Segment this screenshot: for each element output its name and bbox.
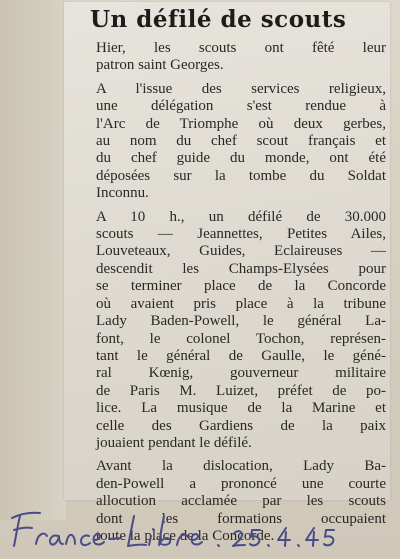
article-line: au nom du chef scout français et (96, 133, 386, 150)
article-line: tant le général de Gaulle, le géné- (96, 347, 386, 364)
article-line: déposées sur la tombe du Soldat (96, 167, 386, 184)
article-line: Louveteaux, Guides, Eclaireuses — (96, 243, 386, 260)
handwriting-signature (6, 508, 396, 556)
article-line: descendit les Champs-Elysées pour (96, 260, 386, 277)
article-paragraph (82, 209, 386, 453)
article-line: lice. La musique de la Marine et (96, 400, 386, 417)
article-line: font, le colonel Tochon, représen- (96, 330, 386, 347)
article-line: Lady Baden-Powell, le général La- (96, 313, 386, 330)
article-line: scouts — Jeannettes, Petites Ailes, (96, 226, 386, 243)
article-body (82, 40, 386, 551)
article-line: se terminer place de la Concorde (96, 278, 386, 295)
article-line: toute la place de la Concorde. (96, 527, 275, 544)
article-title: Un défilé de scouts (90, 6, 347, 33)
handwritten-annotation (6, 508, 396, 556)
article-line: celle des Gardiens de la paix (96, 417, 386, 434)
article-line: allocution acclamée par les scouts (96, 493, 386, 510)
article-line: patron saint Georges. (96, 57, 224, 74)
article-line: Hier, les scouts ont fêté leur (96, 40, 386, 56)
article-line: où avaient pris place à la tribune (96, 295, 386, 312)
article-line: Avant la dislocation, Lady Ba- (96, 458, 386, 475)
article-line: l'Arc de Triomphe où deux gerbes, (96, 115, 386, 132)
article-line: ral Kœnig, gouverneur militaire (96, 365, 386, 382)
article-line: Inconnu. (96, 185, 149, 202)
article-line: une délégation s'est rendue à (96, 98, 386, 115)
article-line: den-Powell a prononcé une courte (96, 475, 386, 492)
article-line: A 10 h., un défilé de 30.000 (96, 208, 386, 225)
article-line: de Paris M. Luizet, préfet de po- (96, 382, 386, 399)
article-paragraph (82, 81, 386, 203)
article-line: dont les formations occupaient (96, 510, 386, 527)
article-line: A l'issue des services religieux, (96, 80, 386, 97)
article-paragraph (82, 40, 386, 75)
article-line: jouaient pendant le défilé. (96, 434, 252, 451)
article-line: du chef guide du monde, ont été (96, 150, 386, 167)
background-edge (0, 0, 66, 520)
